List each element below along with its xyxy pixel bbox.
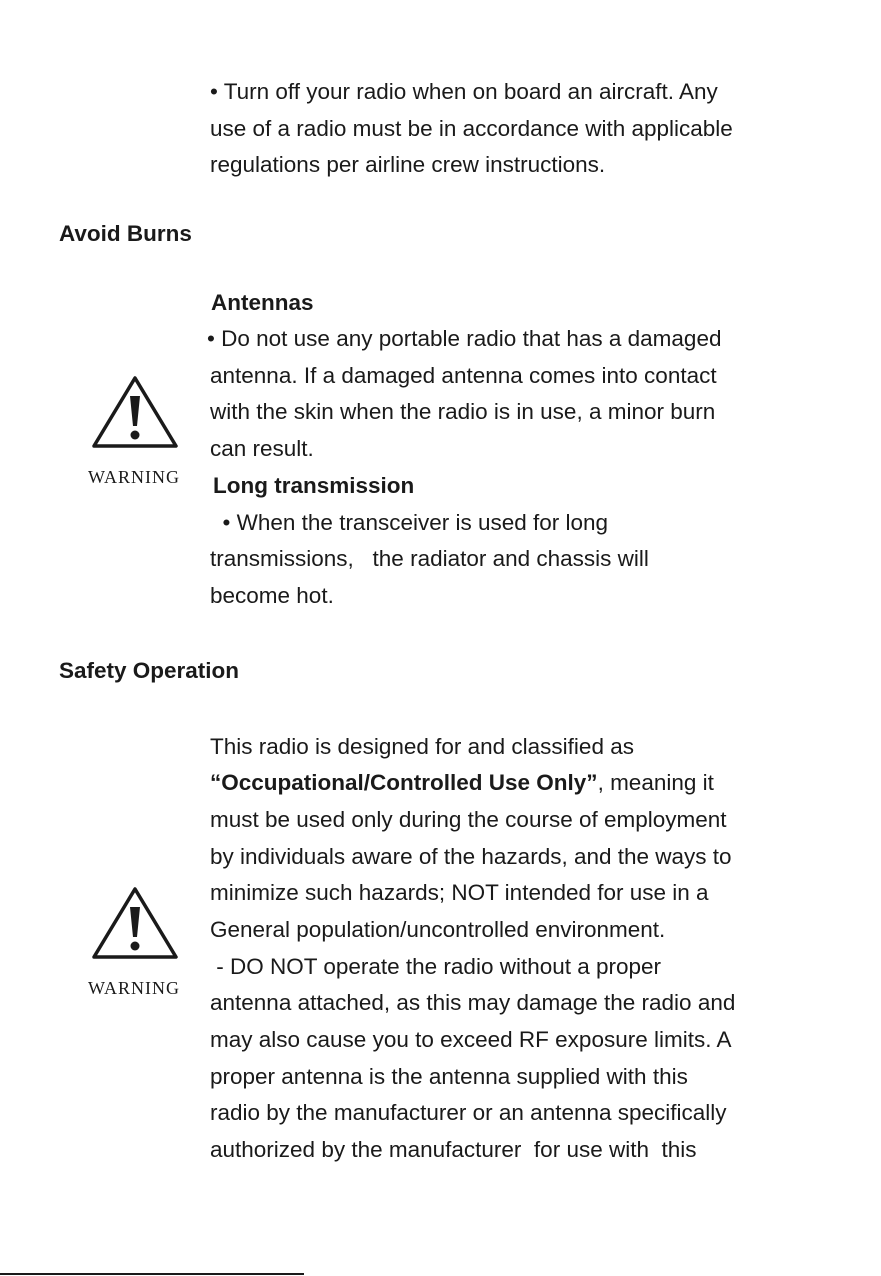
warning-label: WARNING [88, 978, 180, 998]
intro-line: regulations per airline crew instructions. [210, 152, 606, 177]
safety-line: may also cause you to exceed RF exposure limits. A [210, 1027, 732, 1052]
warning-label: WARNING [88, 467, 180, 487]
safety-line: minimize such hazards; NOT intended for use in a [210, 880, 709, 905]
antennas-line: antenna. If a damaged antenna comes into contact [210, 363, 717, 388]
safety-line [210, 769, 714, 797]
warning-triangle-icon [90, 374, 180, 450]
occupational-use-emphasis: “Occupational/Controlled Use Only” [210, 770, 598, 795]
safety-line: must be used only during the course of employment [210, 807, 727, 832]
subheading-long-transmission: Long transmission [213, 473, 415, 498]
intro-line: • Turn off your radio when on board an aircraft. Any [210, 79, 718, 104]
warning-triangle-icon [90, 885, 180, 961]
safety-line: radio by the manufacturer or an antenna specifically [210, 1100, 727, 1125]
antennas-line: • Do not use any portable radio that has a damaged [207, 326, 722, 351]
safety-line: General population/uncontrolled environment. [210, 917, 666, 942]
safety-line: antenna attached, as this may damage the radio and [210, 990, 736, 1015]
long-transmission-line: transmissions, the radiator and chassis will [210, 546, 649, 571]
intro-line: use of a radio must be in accordance with applicable [210, 116, 733, 141]
safety-line: This radio is designed for and classified as [210, 734, 634, 759]
section-heading-safety-operation: Safety Operation [59, 658, 240, 683]
long-transmission-line: become hot. [210, 583, 334, 608]
safety-line: proper antenna is the antenna supplied with this [210, 1064, 688, 1089]
antennas-line: can result. [210, 436, 314, 461]
safety-line: - DO NOT operate the radio without a proper [210, 954, 662, 979]
subheading-antennas: Antennas [211, 290, 314, 315]
safety-line-rest: , meaning it [597, 770, 714, 795]
long-transmission-line: • When the transceiver is used for long [210, 510, 609, 535]
footer-rule [0, 1273, 304, 1275]
safety-line: by individuals aware of the hazards, and the ways to [210, 844, 732, 869]
safety-line: authorized by the manufacturer for use with this [210, 1137, 697, 1162]
section-heading-avoid-burns: Avoid Burns [59, 221, 192, 246]
antennas-line: with the skin when the radio is in use, a minor burn [210, 399, 716, 424]
